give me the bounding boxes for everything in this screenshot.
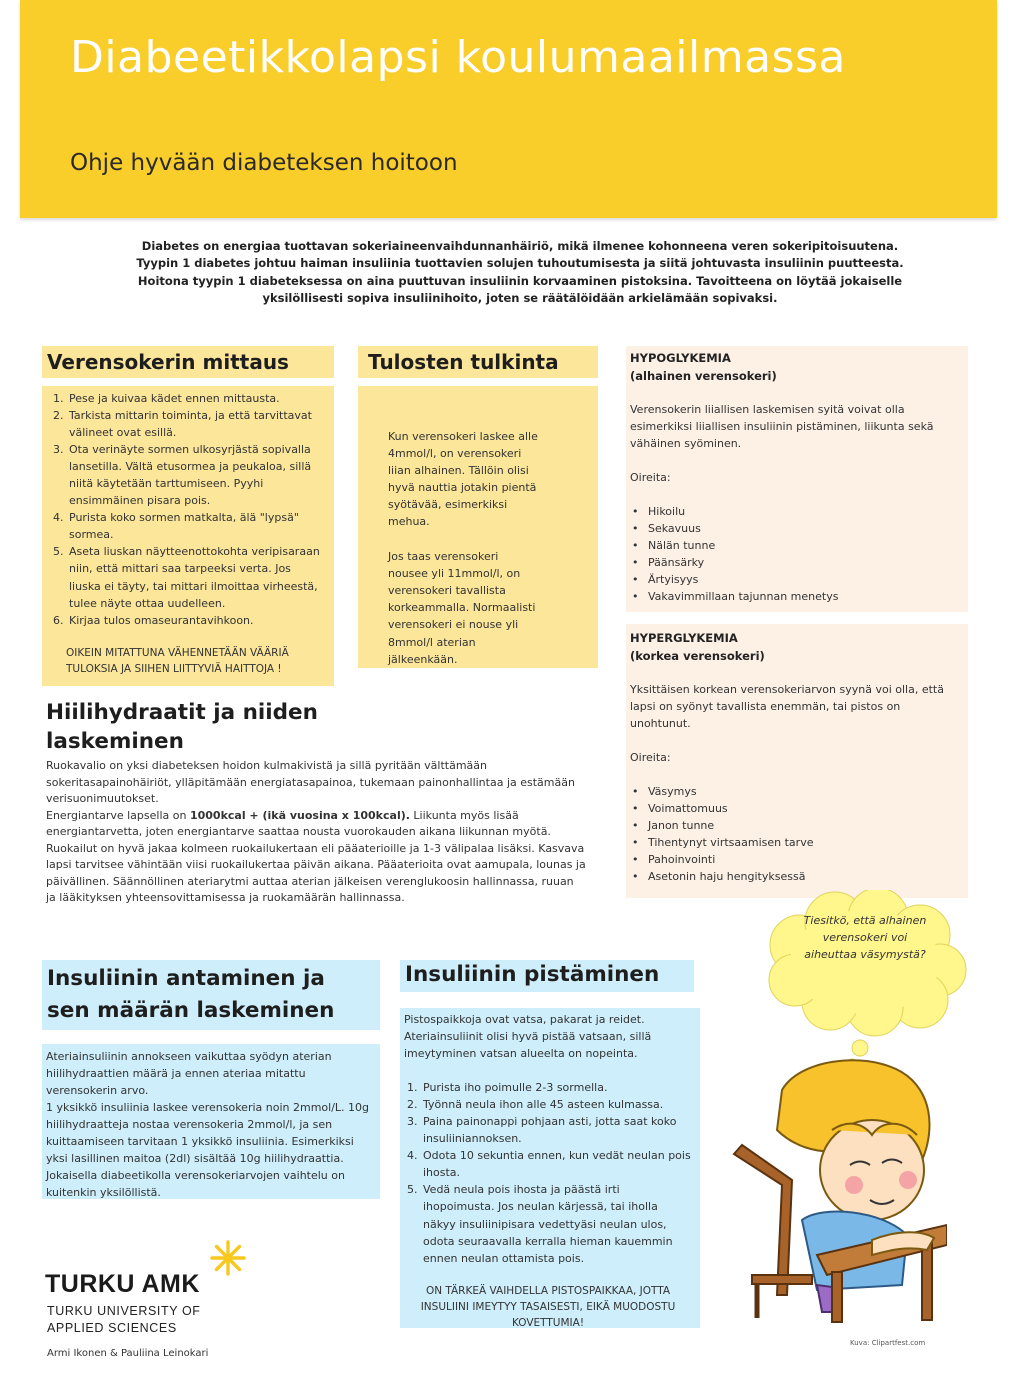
list-item: • Janon tunne <box>630 817 962 834</box>
carbs-energy-post: Liikunta myös lisää energiantarvetta, joten energiantarve saattaa nousta vuorokauden aikana liikunnan myötä. <box>46 808 551 838</box>
logo-main-text: TURKU AMK <box>45 1270 200 1298</box>
measurement-title <box>42 346 334 378</box>
results-para-high: Jos taas verensokeri nousee yli 11mmol/l, on verensokeri tavallista korkeammalla. Normaalisti verensokeri ei nouse yli 8mmol/l aterian jälkeenkään. <box>388 550 536 666</box>
poster-header <box>20 0 997 218</box>
logo-subtext <box>47 1303 201 1337</box>
measurement-steps <box>67 390 326 629</box>
insulin-dose-title-text: Insuliinin antaminen ja sen määrän laskeminen <box>47 966 335 1024</box>
results-box <box>358 386 598 668</box>
carbs-energy-pre: Energiantarve lapsella on <box>46 808 190 822</box>
list-item: • Asetonin haju hengityksessä <box>630 868 962 885</box>
intro-text <box>110 238 930 307</box>
poster-subtitle: Ohje hyvään diabeteksen hoitoon <box>70 150 458 176</box>
insulin-dose-para: 1 yksikkö insuliinia laskee verensokeria noin 2mmol/L. 10g hiilihydraatteja nostaa verensokeria 2mmol/l, ja sen kuittaamiseen tarvitaan 1 yksikkö insuliinia. Esimerkiksi yksi lasillinen maitoa (2dl) sisältää 10g hiilihydraattia. Jokaisella diabeetikolla verensokeriarvojen vaihtelu on kuitenkin yksilöllistä. <box>46 1101 370 1200</box>
hyper-box <box>626 624 968 898</box>
hyper-symptoms-label: Oireita: <box>630 750 671 764</box>
intro-line: Diabetes on energiaa tuottavan sokeriaineenvaihdunnanhäiriö, mikä ilmenee kohonneena veren sokeripitoisuutena. <box>141 239 899 253</box>
list-item: 6. Kirjaa tulos omaseurantavihkoon. <box>67 612 326 629</box>
logo-subtext-line: TURKU UNIVERSITY OF <box>47 1304 201 1318</box>
list-item: 2. Työnnä neula ihon alle 45 asteen kulmassa. <box>421 1096 692 1113</box>
carbs-title <box>46 698 366 756</box>
list-item: • Väsymys <box>630 783 962 800</box>
thought-cloud <box>760 890 970 1070</box>
list-item: 3. Ota verinäyte sormen ulkosyrjästä sopivalla lansetilla. Vältä etusormea ja peukaloa, sillä niitä käytetään tarttumiseen. Pyyhi ensimmäinen pisara pois. <box>67 441 326 509</box>
list-item: 5. Vedä neula pois ihosta ja päästä irti ihopoimusta. Jos neulan kärjessä, tai iholla näkyy insuliinipisara vedettyäsi neulan ulos, odota seuraavalla kerralla hieman kauemmin ennen neulan ottamista pois. <box>421 1181 692 1266</box>
hyper-text: Yksittäisen korkean verensokeriarvon syynä voi olla, että lapsi on syönyt tavallista enemmän, tai pistos on unohtunut. <box>630 682 944 730</box>
injection-note: ON TÄRKEÄ VAIHDELLA PISTOSPAIKKAA, JOTTA INSULIINI IMEYTYY TASAISESTI, EIKÄ MUODOSTU KOVETTUMIA! <box>420 1284 676 1330</box>
image-credit: Kuva: Clipartfest.com <box>850 1339 926 1347</box>
list-item: 2. Tarkista mittarin toiminta, ja että tarvittavat välineet ovat esillä. <box>67 407 326 441</box>
list-item: • Sekavuus <box>630 520 962 537</box>
list-item: 5. Aseta liuskan näytteenottokohta veripisaraan niin, että mittari saa tarpeeksi verta. Jos liuska ei täyty, tai mittari ilmoittaa virheestä, tulee näyte ottaa uudelleen. <box>67 543 326 611</box>
list-item: • Nälän tunne <box>630 537 962 554</box>
logo-subtext-line: APPLIED SCIENCES <box>47 1320 177 1335</box>
intro-line: yksilöllisesti sopiva insuliinihoito, joten se räätälöidään arkielämään sopivaksi. <box>262 290 778 305</box>
measurement-title-text: Verensokerin mittaus <box>47 350 289 374</box>
measurement-box <box>42 386 334 686</box>
results-title <box>358 346 598 378</box>
list-item: • Voimattomuus <box>630 800 962 817</box>
hyper-subtitle: (korkea verensokeri) <box>630 648 765 663</box>
list-item: • Tihentynyt virtsaamisen tarve <box>630 834 962 851</box>
list-item: 4. Purista koko sormen matkalta, älä "lypsä" sormea. <box>67 509 326 543</box>
injection-box <box>400 1008 700 1328</box>
carbs-energy-formula: 1000kcal + (ikä vuosina x 100kcal). <box>189 808 410 822</box>
insulin-dose-para: Ateriainsuliinin annokseen vaikuttaa syödyn aterian hiilihydraattien määrä ja ennen ateriaa mitattu verensokerin arvo. <box>46 1050 332 1098</box>
carbs-para: Ruokavalio on yksi diabeteksen hoidon kulmakivistä ja sillä pyritään välttämään sokeritasapainohäiriöt, ylläpitämään energiatasapainoa, tukemaan painonhallintaa ja estämään verisuonimuutokset. <box>46 759 575 805</box>
hyper-symptoms <box>630 783 962 885</box>
results-para-low: Kun verensokeri laskee alle 4mmol/l, on verensokeri liian alhainen. Tällöin olisi hyvä nauttia jotakin pientä syötävää, esimerkiksi mehua. <box>388 430 538 529</box>
hypo-box <box>626 346 968 612</box>
list-item: • Ärtyisyys <box>630 571 962 588</box>
list-item: • Pahoinvointi <box>630 851 962 868</box>
list-item: • Hikoilu <box>630 503 962 520</box>
hypo-symptoms <box>630 503 962 605</box>
carbs-energy-para <box>46 808 586 841</box>
list-item: 1. Pese ja kuivaa kädet ennen mittausta. <box>67 390 326 407</box>
intro-line: Tyypin 1 diabetes johtuu haiman insuliinia tuottavien solujen tuhoutumisesta ja siitä johtuvasta insuliinin puutteesta. <box>136 256 904 271</box>
hypo-title: HYPOGLYKEMIA <box>630 351 731 365</box>
hypo-subtitle: (alhainen verensokeri) <box>630 368 777 383</box>
carbs-title-text: Hiilihydraatit ja niiden laskeminen <box>46 700 318 755</box>
hypo-symptoms-label: Oireita: <box>630 470 671 484</box>
hypo-text: Verensokerin liiallisen laskemisen syitä voivat olla esimerkiksi liiallisen insuliinin pistäminen, liikunta sekä vähäinen syöminen. <box>630 402 934 450</box>
list-item: 1. Purista iho poimulle 2-3 sormella. <box>421 1079 692 1096</box>
list-item: • Vakavimmillaan tajunnan menetys <box>630 588 962 605</box>
carbs-para: Ruokailut on hyvä jakaa kolmeen ruokailukertaan eli pääaterioille ja 1-3 välipalaa lisäksi. Kasvava lapsi tarvitsee vähintään viisi ruokailukertaa päivän aikana. Pääaterioita ovat aamupala, lounas ja päivällinen. Säännöllinen ateriarytmi auttaa aterian jälkeisen verenglukoosin hallinnassa, ruuan ja lääkityksen yhteensovittamisessa ja ruokamäärän hallinnassa. <box>46 841 586 904</box>
insulin-dose-title <box>42 960 380 1030</box>
injection-intro: Pistospaikkoja ovat vatsa, pakarat ja reidet. Ateriainsuliinit olisi hyvä pistää vatsaan, sillä imeytyminen vatsan alueelta on nopeinta. <box>404 1013 652 1061</box>
tired-child-illustration <box>722 1050 947 1325</box>
hyper-title: HYPERGLYKEMIA <box>630 631 738 645</box>
injection-title-text: Insuliinin pistäminen <box>405 962 660 987</box>
list-item: 4. Odota 10 sekuntia ennen, kun vedät neulan pois ihosta. <box>421 1147 692 1181</box>
measurement-note: OIKEIN MITATTUNA VÄHENNETÄÄN VÄÄRIÄ TULOKSIA JA SIIHEN LIITTYVIÄ HAITTOJA ! <box>66 646 289 675</box>
list-item: • Päänsärky <box>630 554 962 571</box>
cloud-text: Tiesitkö, että alhainen verensokeri voi aiheuttaa väsymystä? <box>803 914 927 962</box>
logo-star-icon <box>210 1240 246 1276</box>
poster-title: Diabeetikkolapsi koulumaailmassa <box>70 32 846 83</box>
injection-title <box>400 960 694 992</box>
injection-steps <box>421 1079 692 1267</box>
authors: Armi Ikonen & Pauliina Leinokari <box>47 1348 209 1359</box>
carbs-text <box>46 758 586 907</box>
intro-line: Hoitona tyypin 1 diabeteksessa on aina puuttuvan insuliinin korvaaminen pistoksina. Tavoitteena on löytää jokaiselle <box>137 273 903 288</box>
results-title-text: Tulosten tulkinta <box>368 350 559 374</box>
insulin-dose-box <box>42 1044 380 1199</box>
list-item: 3. Paina painonappi pohjaan asti, jotta saat koko insuliiniannoksen. <box>421 1113 692 1147</box>
turku-amk-logo <box>45 1240 265 1340</box>
